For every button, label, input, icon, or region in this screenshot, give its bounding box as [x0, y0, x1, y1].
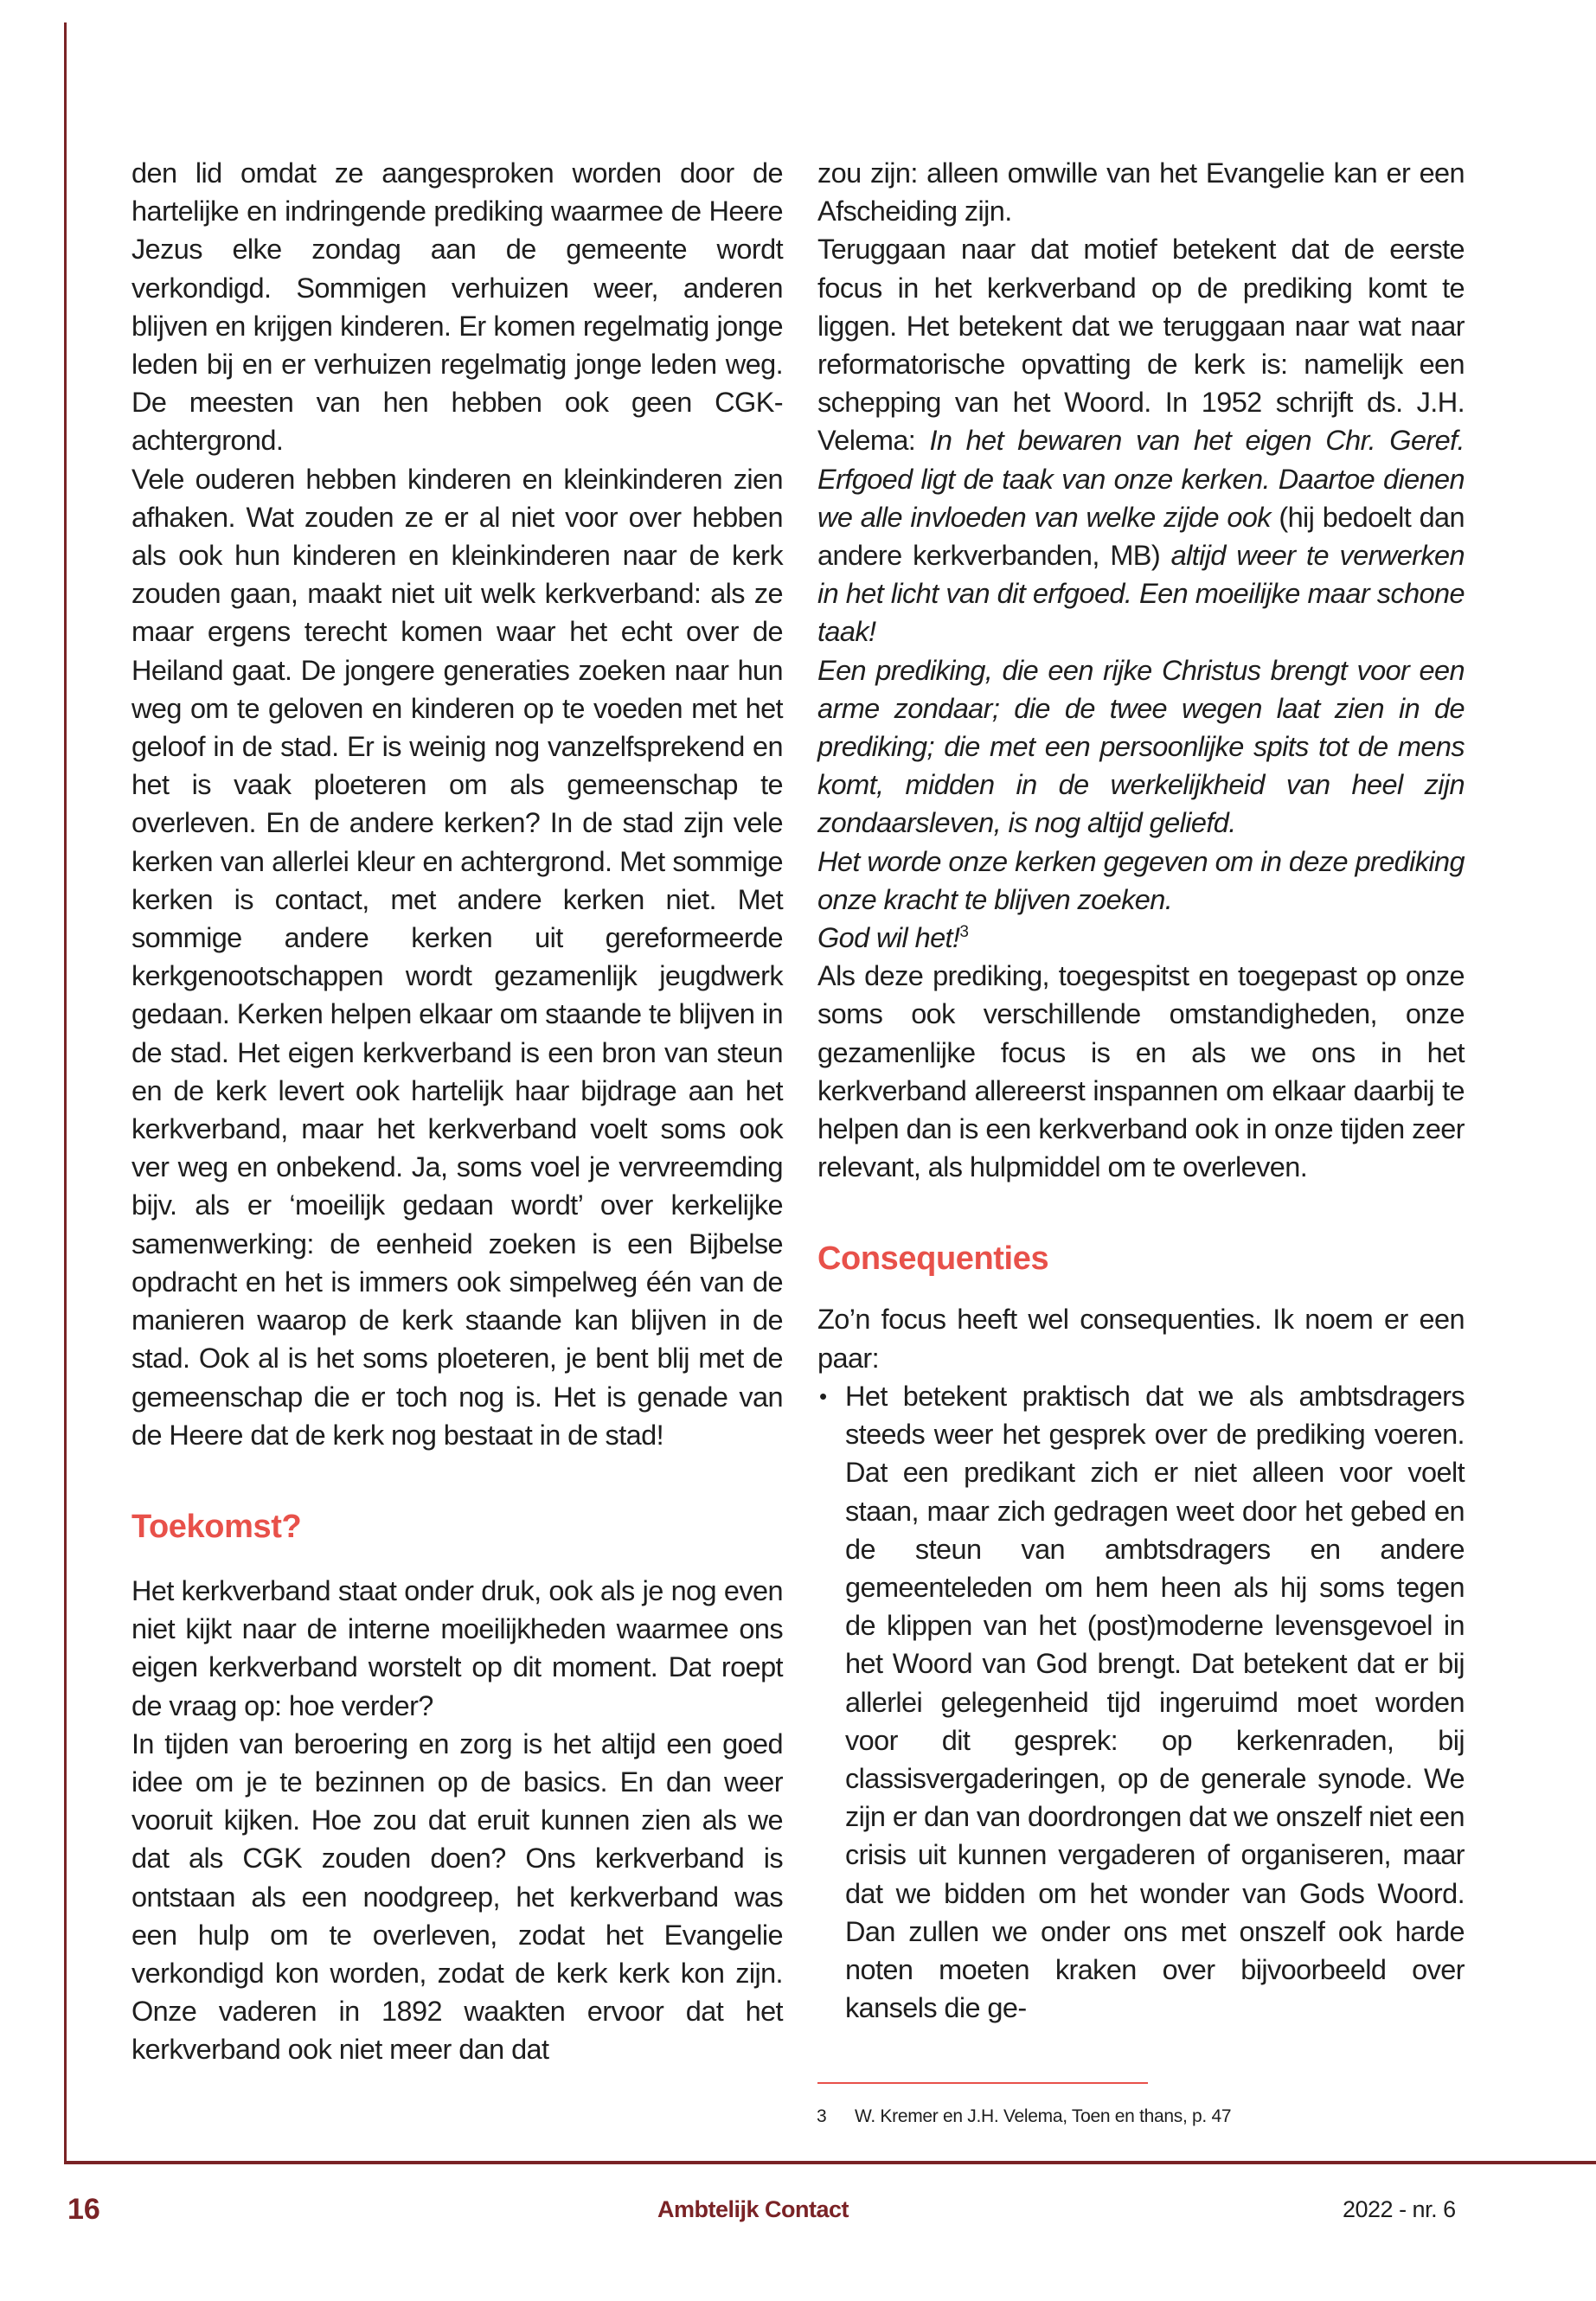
editor-aside: (hij bedoelt dan andere kerkverbanden, MB) [817, 501, 1465, 572]
footnote-divider [817, 2082, 1148, 2084]
paragraph: Vele ouderen hebben kinderen en kleinkinderen zien afhaken. Wat zouden ze er al niet voor over hebben als ook hun kinderen en kleinkinderen naar de kerk zouden gaan, maakt niet uit welk kerkverband: als ze maar ergens terecht komen waar het echt over de Heiland gaat. De jongere generaties zoeken naar hun weg om te geloven en kinderen op te voeden met het geloof in de stad. Er is weinig nog vanzelfsprekend en het is vaak ploeteren om als gemeenschap te overleven. En de andere kerken? In de stad zijn vele kerken van allerlei kleur en achtergrond. Met sommige kerken is contact, met andere kerken niet. Met sommige andere kerken uit gereformeerde kerkgenootschappen wordt gezamenlijk jeugdwerk gedaan. Kerken helpen elkaar om staande te blijven in de stad. Het eigen kerkverband is een bron van steun en de kerk levert ook hartelijk haar bijdrage aan het kerkverband, maar het kerkverband voelt soms ook ver weg en onbekend. Ja, soms voel je vervreemding bijv. als er ‘moeilijk gedaan wordt’ over kerkelijke samenwerking: de eenheid zoeken is een Bijbelse opdracht en het is immers ook simpelweg één van de manieren waarop de kerk staande kan blijven in de stad. Ook al is het soms ploeteren, je bent blij met de gemeenschap die er toch nog is. Het is genade van de Heere dat de kerk nog bestaat in de stad! [131, 463, 783, 1451]
paragraph-with-quote [817, 230, 1465, 651]
paragraph: den lid omdat ze aangesproken worden door de hartelijke en indringende prediking waarmee de Heere Jezus elke zondag aan de gemeente wordt verkondigd. Sommigen verhuizen weer, anderen blijven en krijgen kinderen. Er komen regelmatig jonge leden bij en er verhuizen regelmatig jonge leden weg. De meesten van hen hebben ook geen CGK-achtergrond. [131, 157, 783, 457]
right-column [817, 154, 1465, 2027]
footnote-number: 3 [817, 2106, 827, 2126]
paragraph: Zo’n focus heeft wel consequenties. Ik noem er een paar: [817, 1304, 1465, 1374]
magazine-title: Ambtelijk Contact [657, 2196, 849, 2222]
footnote-reference[interactable]: 3 [959, 923, 969, 942]
page-frame-left-rule [64, 22, 67, 2164]
page-frame-bottom-rule [64, 2161, 1596, 2164]
paragraph: Het kerkverband staat onder druk, ook als je nog even niet kijkt naar de interne moeilijkheden waarmee ons eigen kerkverband worstelt op dit moment. Dat roept de vraag op: hoe verder? [131, 1574, 783, 1721]
page-number: 16 [67, 2193, 100, 2226]
quote-text: altijd weer te verwerken in het licht van dit erfgoed. Een moeilijke maar schone taak! [817, 540, 1465, 648]
bullet-item: • Het betekent praktisch dat we als ambtsdragers steeds weer het gesprek over de prediking voeren. Dat een predikant zich er niet alleen voor voelt staan, maar zich gedragen weet door het gebed en de steun van ambtsdragers en andere gemeenteleden om hem heen als hij soms tegen de klippen van het (post)moderne levensgevoel in het Woord van God brengt. Dat betekent dat er bij allerlei gelegenheid tijd ingeruimd moet worden voor dit gesprek: op kerkenraden, bij classisvergaderingen, op de generale synode. We zijn er dan van doordrongen dat we onszelf niet een crisis uit kunnen vergaderen of organiseren, maar dat we bidden om het wonder van Gods Woord. Dan zullen we onder ons met onszelf ook harde noten moeten kraken over bijvoorbeeld over kansels die ge- [817, 1377, 1465, 2027]
section-heading-consequenties: Consequenties [817, 1240, 1049, 1278]
paragraph: Als deze prediking, toegespitst en toegepast op onze soms ook verschillende omstandigheden, onze gezamenlijke focus is en als we ons in het kerkverband allereerst inspannen om elkaar daarbij te helpen dan is een kerkverband ook in onze tijden zeer relevant, als hulpmiddel om te overleven. [817, 960, 1465, 1183]
footnote-text: W. Kremer en J.H. Velema, Toen en thans, p. 47 [855, 2106, 1232, 2126]
quote-paragraph: God wil het!$^3$ [817, 922, 969, 954]
paragraph: zou zijn: alleen omwille van het Evangelie kan er een Afscheiding zijn. [817, 157, 1465, 228]
quote-text: In het bewaren van het eigen Chr. Geref. Erfgoed ligt de taak van onze kerken. Daartoe dienen we alle invloeden van welke zijde ook [817, 425, 1465, 533]
footnote [817, 2105, 1231, 2129]
left-column [131, 154, 783, 2069]
paragraph-text: Teruggaan naar dat motief betekent dat de eerste focus in het kerkverband op de prediking komt te liggen. Het betekent dat we teruggaan naar wat naar reformatorische opvatting de kerk is: namelijk een schepping van het Woord. In 1952 schrijft ds. J.H. Velema: [817, 234, 1465, 457]
bullet-list [817, 1377, 1465, 2027]
quote-paragraph: Een prediking, die een rijke Christus brengt voor een arme zondaar; die de twee wegen laat zien in de prediking; die met een persoonlijke spits tot de mens komt, midden in de werkelijkheid van heel zijn zondaarsleven, is nog altijd geliefd. [817, 654, 1465, 839]
paragraph: In tijden van beroering en zorg is het altijd een goed idee om je te bezinnen op de basics. En dan weer vooruit kijken. Hoe zou dat eruit kunnen zien als we dat als CGK zouden doen? Ons kerkverband is ontstaan als een noodgreep, het kerkverband was een hulp om te overleven, zodat het Evangelie verkondigd kon worden, zodat de kerk kerk kon zijn. Onze vaderen in 1892 waakten ervoor dat het kerkverband ook niet meer dan dat [131, 1727, 783, 2066]
section-heading-toekomst: Toekomst? [131, 1508, 302, 1545]
issue-label: 2022 - nr. 6 [1343, 2196, 1456, 2222]
quote-paragraph: Het worde onze kerken gegeven om in deze prediking onze kracht te blijven zoeken. [817, 845, 1465, 915]
